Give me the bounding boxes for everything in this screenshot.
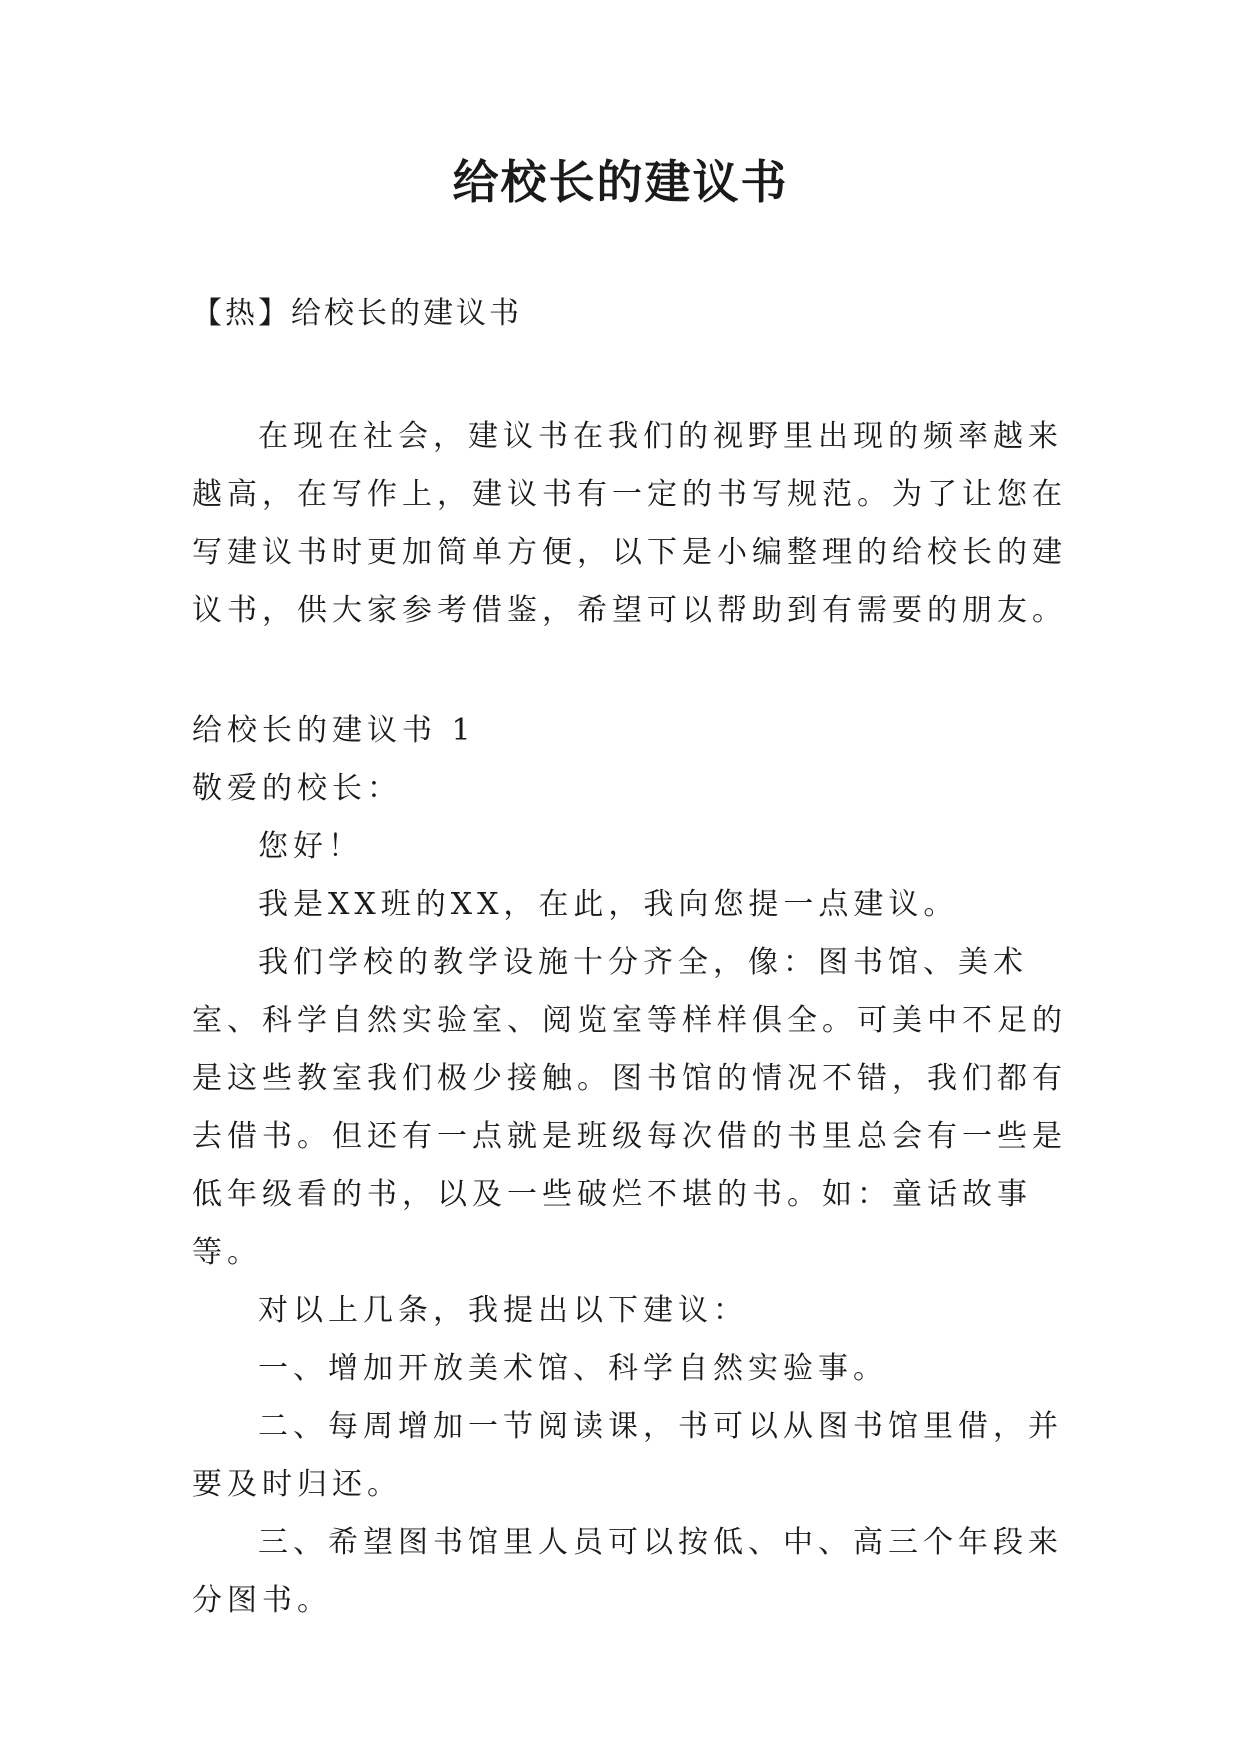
greeting: 您好！ [258, 829, 363, 864]
intro-paragraph: 在现在社会，建议书在我们的视野里出现的频率越来越高，在写作上，建议书有一定的书写规范。为了让您在写建议书时更加简单方便，以下是小编整理的给校长的建议书，供大家参考借鉴，希望可以帮助到有需要的朋友。 [192, 419, 1067, 628]
document-title: 给校长的建议书 [452, 155, 789, 209]
section-heading: 给校长的建议书 1 [192, 713, 476, 748]
suggestion-item: 二、每周增加一节阅读课，书可以从图书馆里借，并要及时归还。 [192, 1409, 1063, 1502]
body-paragraph: 我们学校的教学设施十分齐全，像：图书馆、美术室、科学自然实验室、阅览室等样样俱全。可美中不足的是这些教室我们极少接触。图书馆的情况不错，我们都有去借书。但还有一点就是班级每次借的书里总会有一些是低年级看的书，以及一些破烂不堪的书。如：童话故事等。 [192, 945, 1067, 1270]
body-paragraph: 对以上几条，我提出以下建议： [258, 1293, 748, 1328]
letter-section [192, 702, 1072, 1630]
salutation: 敬爱的校长： [192, 771, 402, 806]
suggestion-item: 一、增加开放美术馆、科学自然实验事。 [258, 1351, 888, 1386]
suggestion-item: 三、希望图书馆里人员可以按低、中、高三个年段来分图书。 [192, 1525, 1063, 1618]
document-subtitle: 【热】给校长的建议书 [192, 296, 522, 331]
body-paragraph: 我是XX班的XX，在此，我向您提一点建议。 [258, 887, 959, 922]
